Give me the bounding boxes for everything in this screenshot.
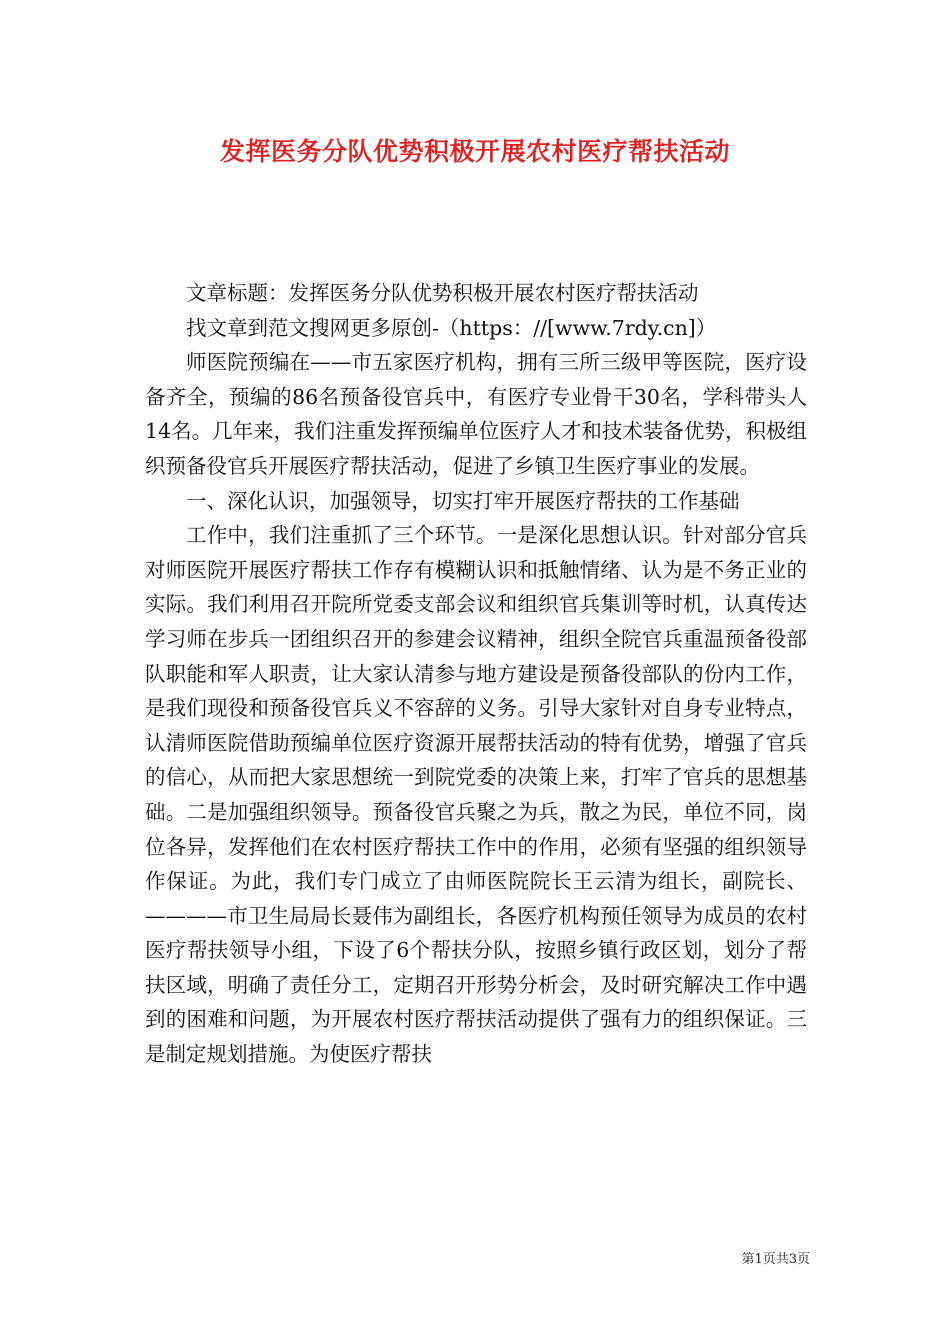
- page-number: 第1页共3页: [741, 1252, 810, 1267]
- document-body: [145, 276, 807, 1072]
- paragraph-body: 工作中，我们注重抓了三个环节。一是深化思想认识。针对部分官兵对师医院开展医疗帮扶工作存有模糊认识和抵触情绪、认为是不务正业的实际。我们利用召开院所党委支部会议和组织官兵集训等时机，认真传达学习师在步兵一团组织召开的参建会议精神，组织全院官兵重温预备役部队职能和军人职责，让大家认清参与地方建设是预备役部队的份内工作，是我们现役和预备役官兵义不容辞的义务。引导大家针对自身专业特点，认清师医院借助预编单位医疗资源开展帮扶活动的特有优势，增强了官兵的信心，从而把大家思想统一到院党委的决策上来，打牢了官兵的思想基础。二是加强组织领导。预备役官兵聚之为兵，散之为民，单位不同，岗位各异，发挥他们在农村医疗帮扶工作中的作用，必须有坚强的组织领导作保证。为此，我们专门成立了由师医院院长王云清为组长，副院长、————市卫生局局长聂伟为副组长，各医疗机构预任领导为成员的农村医疗帮扶领导小组，下设了6个帮扶分队，按照乡镇行政区划，划分了帮扶区域，明确了责任分工，定期召开形势分析会，及时研究解决工作中遇到的困难和问题，为开展农村医疗帮扶活动提供了强有力的组织保证。三是制定规划措施。为使医疗帮扶: [145, 523, 807, 1067]
- document-title: 发挥医务分队优势积极开展农村医疗帮扶活动: [219, 137, 730, 166]
- section-heading: 一、深化认识，加强领导，切实打牢开展医疗帮扶的工作基础: [186, 488, 740, 513]
- article-title-line: 文章标题：发挥医务分队优势积极开展农村医疗帮扶活动: [186, 281, 699, 305]
- paragraph-intro: 师医院预编在——市五家医疗机构，拥有三所三级甲等医院，医疗设备齐全，预编的86名预备役官兵中，有医疗专业骨干30名，学科带头人14名。几年来，我们注重发挥预编单位医疗人才和技术装备优势，积极组织预备役官兵开展医疗帮扶活动，促进了乡镇卫生医疗事业的发展。: [145, 350, 807, 478]
- source-line: 找文章到范文搜网更多原创-（https：//[www.7rdy.cn]）: [186, 315, 717, 340]
